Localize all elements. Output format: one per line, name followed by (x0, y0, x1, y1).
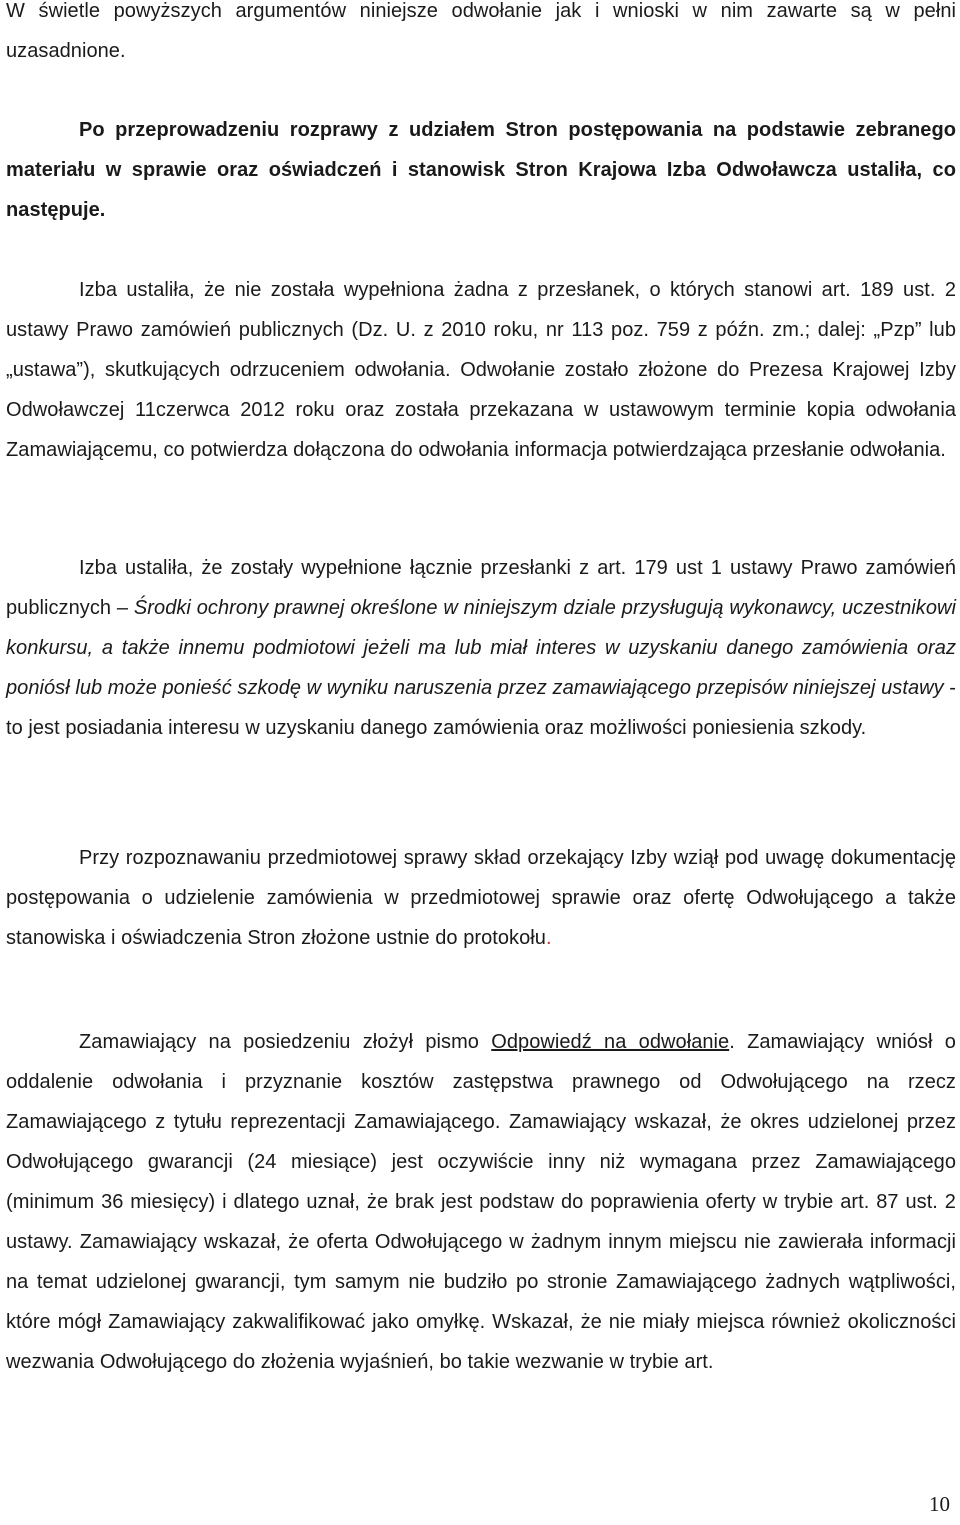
paragraph-findings-intro: Po przeprowadzeniu rozprawy z udziałem Stron postępowania na podstawie zebranego materiału w sprawie oraz oświadczeń i stanowisk Stron Krajowa Izba Odwoławcza ustaliła, co następuje. (6, 119, 956, 221)
legal-interest-conclusion: - to jest posiadania interesu w uzyskaniu danego zamówienia oraz możliwości poniesienia szkody. (6, 677, 956, 739)
paragraph-legal-interest (6, 548, 956, 748)
evidence-period: . (545, 927, 552, 949)
paragraph-respondent-position (6, 1022, 956, 1382)
document-title-reference: Odpowiedź na odwołanie (491, 1031, 730, 1053)
paragraph-evidence (6, 838, 956, 958)
page-number: 10 (929, 1492, 950, 1516)
respondent-arguments: . Zamawiający wniósł o oddalenie odwołania i przyznanie kosztów zastępstwa prawnego od Odwołującego na rzecz Zamawiającego z tytułu reprezentacji Zamawiającego. Zamawiający wskazał, że okres udzielonej przez Odwołującego gwarancji (24 miesiące) jest oczywiście inny niż wymagana przez Zamawiającego (minimum 36 miesięcy) i dlatego uznał, że brak jest podstaw do poprawienia oferty w trybie art. 87 ust. 2 ustawy. Zamawiający wskazał, że oferta Odwołującego w żadnym innym miejscu nie zawierała informacji na temat udzielonej gwarancji, tym samym nie budziło po stronie Zamawiającego żadnych wątpliwości, które mógł Zamawiający zakwalifikować jako omyłkę. Wskazał, że nie miały miejsca również okoliczności wezwania Odwołującego do złożenia wyjaśnień, bo takie wezwanie w trybie art. (6, 1031, 956, 1373)
paragraph-appeal-admissibility: Izba ustaliła, że nie została wypełniona żadna z przesłanek, o których stanowi art. 189 ust. 2 ustawy Prawo zamówień publicznych (Dz. U. z 2010 roku, nr 113 poz. 759 z późn. zm.; dalej: „Pzp” lub „ustawa”), skutkujących odrzuceniem odwołania. Odwołanie zostało złożone do Prezesa Krajowej Izby Odwoławczej 11czerwca 2012 roku oraz została przekazana w ustawowym terminie kopia odwołania Zamawiającemu, co potwierdza dołączona do odwołania informacja potwierdzająca przesłanie odwołania. (6, 279, 956, 461)
evidence-text: Przy rozpoznawaniu przedmiotowej sprawy skład orzekający Izby wziął pod uwagę dokumentację postępowania o udzielenie zamówienia w przedmiotowej sprawie oraz ofertę Odwołującego a także stanowiska i oświadczenia Stron złożone ustnie do protokołu (6, 847, 956, 949)
paragraph-conclusion: W świetle powyższych argumentów niniejsze odwołanie jak i wnioski w nim zawarte są w pełni uzasadnione. (6, 0, 956, 62)
legal-interest-intro: Izba ustaliła, że zostały wypełnione łącznie przesłanki z art. 179 ust 1 ustawy Prawo zamówień publicznych – (6, 557, 956, 619)
legal-quote-art-179: Środki ochrony prawnej określone w niniejszym dziale przysługują wykonawcy, uczestnikowi konkursu, a także innemu podmiotowi jeżeli ma lub miał interes w uzyskaniu danego zamówienia oraz poniósł lub może ponieść szkodę w wyniku naruszenia przez zamawiającego przepisów niniejszej ustawy (6, 597, 956, 699)
respondent-intro: Zamawiający na posiedzeniu złożył pismo (79, 1031, 492, 1053)
